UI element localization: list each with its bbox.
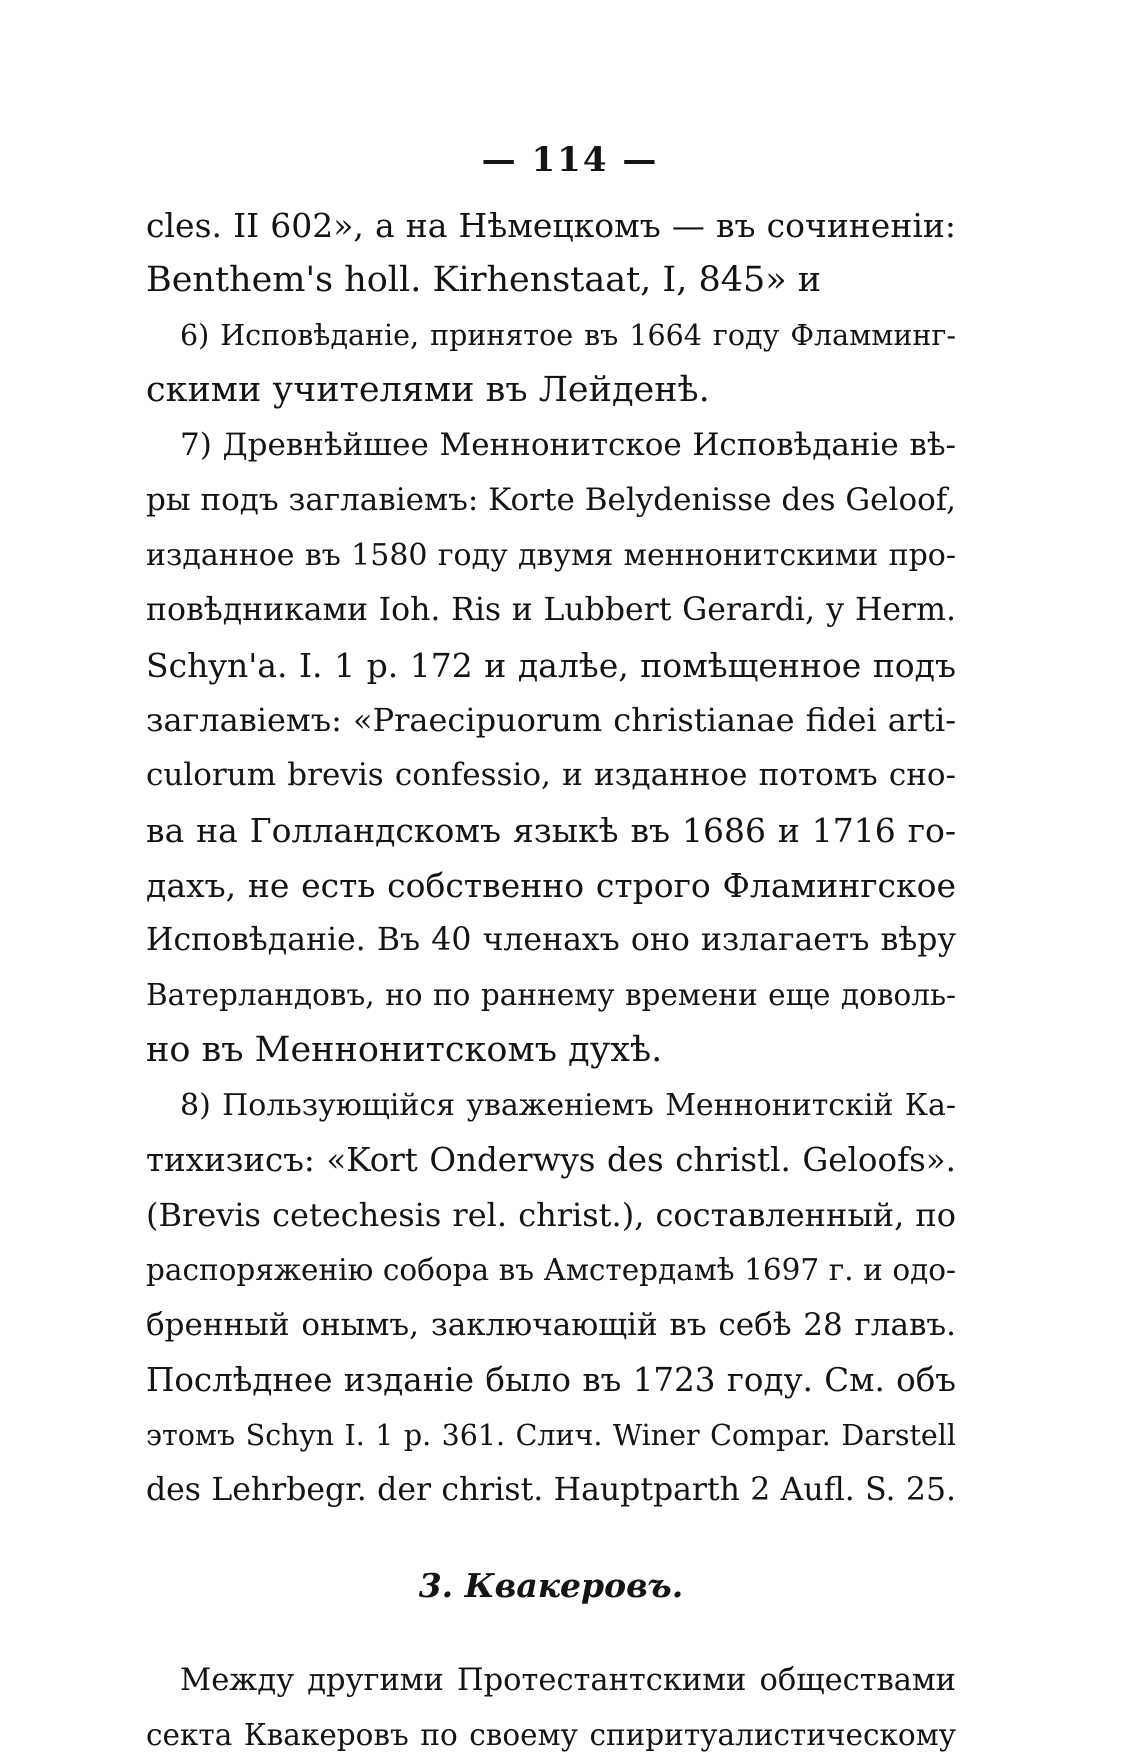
text-line: повѣдниками Ioh. Ris и Lubbert Gerardi, у Herm. <box>146 592 956 628</box>
text-line: 8) Пользующійся уваженіемъ Меннонитскій Ка- <box>180 1088 956 1123</box>
text-line: дахъ, не есть собственно строго Фламингское <box>146 866 956 905</box>
text-line: скими учителями въ Лейденѣ. <box>146 370 710 410</box>
text-line: изданное въ 1580 году двумя меннонитскими про- <box>146 538 956 573</box>
text-line: Послѣднее изданіе было въ 1723 году. См. объ <box>146 1361 956 1399</box>
text-line: culorum brevis confessio, и изданное потомъ сно- <box>146 757 956 793</box>
text-line: этомъ Schyn I. 1 p. 361. Слич. Winer Compar. Darstell <box>146 1419 956 1452</box>
text-line: 6) Исповѣданіе, принятое въ 1664 году Фламминг- <box>180 319 956 352</box>
text-line: (Brevis cetechesis rel. christ.), составленный, по <box>146 1196 956 1234</box>
text-line: Между другими Протестантскими обществами <box>180 1663 956 1698</box>
text-line: Исповѣданіе. Въ 40 членахъ оно излагаетъ вѣру <box>146 922 956 958</box>
page-number: — 114 — <box>481 140 659 180</box>
spacer <box>146 1518 956 1558</box>
text-line: бренный онымъ, заключающій въ себѣ 28 главъ. <box>146 1307 956 1343</box>
text-line: cles. II 602», а на Нѣмецкомъ — въ сочиненіи: <box>146 206 956 245</box>
text-line: Benthem's holl. Kirhenstaat, I, 845» и <box>146 260 822 300</box>
spacer <box>146 1613 956 1653</box>
paragraph-block <box>146 198 956 1518</box>
text-line: но въ Меннонитскомъ духѣ. <box>146 1030 663 1070</box>
text-line: заглавіемъ: «Praecipuorum christianae fidei arti- <box>146 701 956 739</box>
text-line: Schyn'a. I. 1 p. 172 и далѣе, помѣщенное подъ <box>146 646 956 685</box>
text-line: Ватерландовъ, но по раннему времени еще доволь- <box>146 978 956 1012</box>
text-line: des Lehrbegr. der christ. Hauptparth 2 Aufl. S. 25. <box>146 1472 956 1508</box>
text-line: секта Квакеровъ по своему спиритуалистическому <box>146 1718 956 1752</box>
text-line: 7) Древнѣйшее Меннонитское Исповѣданіе вѣ- <box>180 427 956 463</box>
section-title: 3. Квакеровъ. <box>418 1566 684 1605</box>
text-line: ры подъ заглавіемъ: Korte Belydenisse des Geloof, <box>146 482 956 518</box>
text-line: тихизисъ: «Kort Onderwys des christl. Geloofs». <box>146 1141 956 1179</box>
body-text <box>146 198 956 1763</box>
text-line: ва на Голландскомъ языкѣ въ 1686 и 1716 го- <box>146 811 956 850</box>
paragraph-block-tail <box>146 1653 956 1763</box>
text-line: распоряженію собора въ Амстердамѣ 1697 г. и одо- <box>146 1253 956 1287</box>
